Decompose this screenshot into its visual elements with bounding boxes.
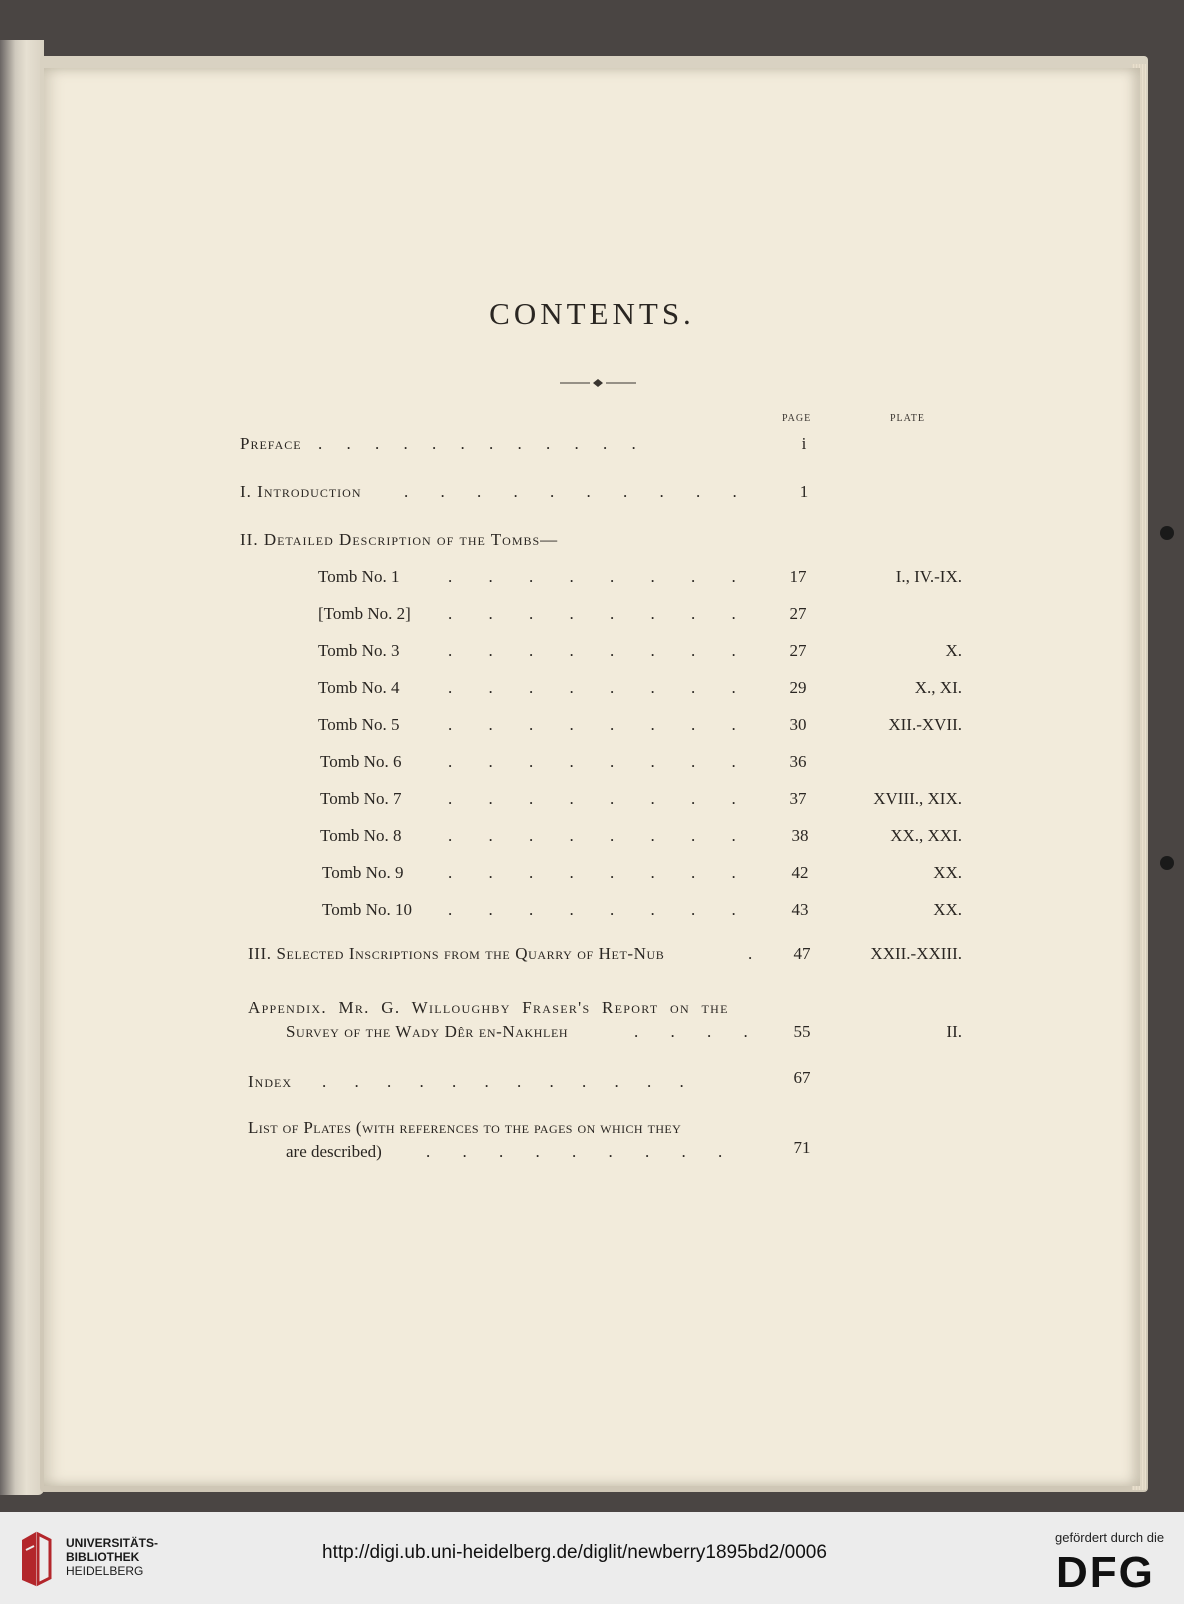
toc-entry-label: Tomb No. 5 [318, 715, 400, 734]
leader-dots: . . . . . . . . [448, 863, 752, 882]
toc-page-number: 17 [789, 567, 807, 586]
toc-page-number: 30 [789, 715, 807, 734]
toc-entry-label: [Tomb No. 2] [318, 604, 411, 623]
leader-dots: . . . . [634, 1022, 762, 1041]
toc-plate-number: XX. [933, 900, 962, 919]
toc-entry-label-continued: Survey of the Wady Dêr en-Nakhleh [286, 1022, 569, 1041]
leader-dots: . . . . . . . . [448, 826, 752, 845]
toc-page-number: 55 [793, 1022, 811, 1041]
toc-entry-label: III. Selected Inscriptions from the Quarry of Het-Nub [248, 944, 665, 963]
page-title: CONTENTS. [489, 296, 695, 331]
digital-copy-link[interactable]: http://digi.ub.uni-heidelberg.de/diglit/newberry1895bd2/0006 [322, 1542, 827, 1563]
toc-plate-number: XII.-XVII. [888, 715, 962, 734]
toc-page-number: 37 [789, 789, 807, 808]
toc-plate-number: XXII.-XXIII. [870, 944, 962, 963]
toc-page-number: 43 [791, 900, 809, 919]
toc-plate-number: XX. [933, 863, 962, 882]
toc-plate-number: XX., XXI. [890, 826, 962, 845]
leader-dots: . . . . . . . . [448, 715, 752, 734]
binding-hole [1160, 856, 1174, 870]
toc-entry-label: Tomb No. 8 [320, 826, 402, 845]
facing-page-edge [0, 40, 44, 1495]
toc-entry-label-continued: are described) [286, 1142, 382, 1161]
toc-page-number: 29 [789, 678, 807, 697]
toc-entry-label: Tomb No. 1 [318, 567, 400, 586]
leader-dots: . . . . . . . . [448, 678, 752, 697]
toc-plate-number: X., XI. [914, 678, 962, 697]
toc-entry-label: Tomb No. 4 [318, 678, 400, 697]
toc-entry-label: Tomb No. 7 [320, 789, 402, 808]
toc-entry-label: Tomb No. 10 [322, 900, 412, 919]
library-name-line1: UNIVERSITÄTS- [66, 1536, 159, 1550]
library-name [66, 1536, 158, 1578]
toc-page-number: 36 [789, 752, 807, 771]
toc-page-number: 71 [793, 1138, 811, 1157]
leader-dots: . . . . . . . . [448, 641, 752, 660]
leader-dots: . . . . . . . . . [426, 1142, 737, 1161]
toc-entry-label: Preface [240, 434, 302, 453]
column-header-page: PAGE [782, 413, 812, 424]
leader-dots: . . . . . . . . . . [404, 482, 751, 501]
column-header-plate: PLATE [890, 413, 925, 424]
leader-dots: . [748, 944, 753, 963]
toc-page-number: 27 [789, 604, 807, 623]
university-library-logo-icon [16, 1530, 56, 1588]
toc-entry-label: Tomb No. 9 [322, 863, 404, 882]
leader-dots: . . . . . . . . . . . . [322, 1072, 696, 1091]
toc-section-heading: II. Detailed Description of the Tombs— [240, 530, 559, 549]
toc-entry-label: List of Plates (with references to the pages on which they [248, 1118, 682, 1137]
library-name-line2: BIBLIOTHEK [66, 1550, 140, 1564]
leader-dots: . . . . . . . . . . . . [318, 434, 646, 453]
ornament-divider-icon [560, 378, 636, 388]
toc-page-number: 1 [799, 482, 809, 501]
leader-dots: . . . . . . . . [448, 789, 752, 808]
leader-dots: . . . . . . . . [448, 567, 752, 586]
toc-page-number: 38 [791, 826, 809, 845]
library-name-line3: HEIDELBERG [66, 1564, 144, 1578]
book-page [44, 68, 1140, 1486]
toc-entry-label: Appendix. Mr. G. Willoughby Fraser's Report on the [248, 998, 729, 1017]
leader-dots: . . . . . . . . [448, 604, 752, 623]
toc-page-number: 27 [789, 641, 807, 660]
toc-entry-label: Tomb No. 3 [318, 641, 400, 660]
toc-page-number: 42 [791, 863, 809, 882]
leader-dots: . . . . . . . . [448, 752, 752, 771]
toc-page-number: 47 [793, 944, 811, 963]
binding-hole [1160, 526, 1174, 540]
toc-page-number: 67 [793, 1068, 811, 1087]
funding-note: gefördert durch die [1055, 1530, 1165, 1545]
toc-plate-number: XVIII., XIX. [873, 789, 962, 808]
toc-plate-number: I., IV.-IX. [895, 567, 962, 586]
toc-entry-label: Index [248, 1072, 292, 1091]
toc-page-number: i [801, 434, 807, 453]
dfg-logo: DFG [1056, 1548, 1155, 1597]
toc-entry-label: Tomb No. 6 [320, 752, 402, 771]
toc-plate-number: X. [945, 641, 962, 660]
leader-dots: . . . . . . . . [448, 900, 752, 919]
toc-plate-number: II. [946, 1022, 962, 1041]
toc-entry-label: I. Introduction [240, 482, 362, 501]
